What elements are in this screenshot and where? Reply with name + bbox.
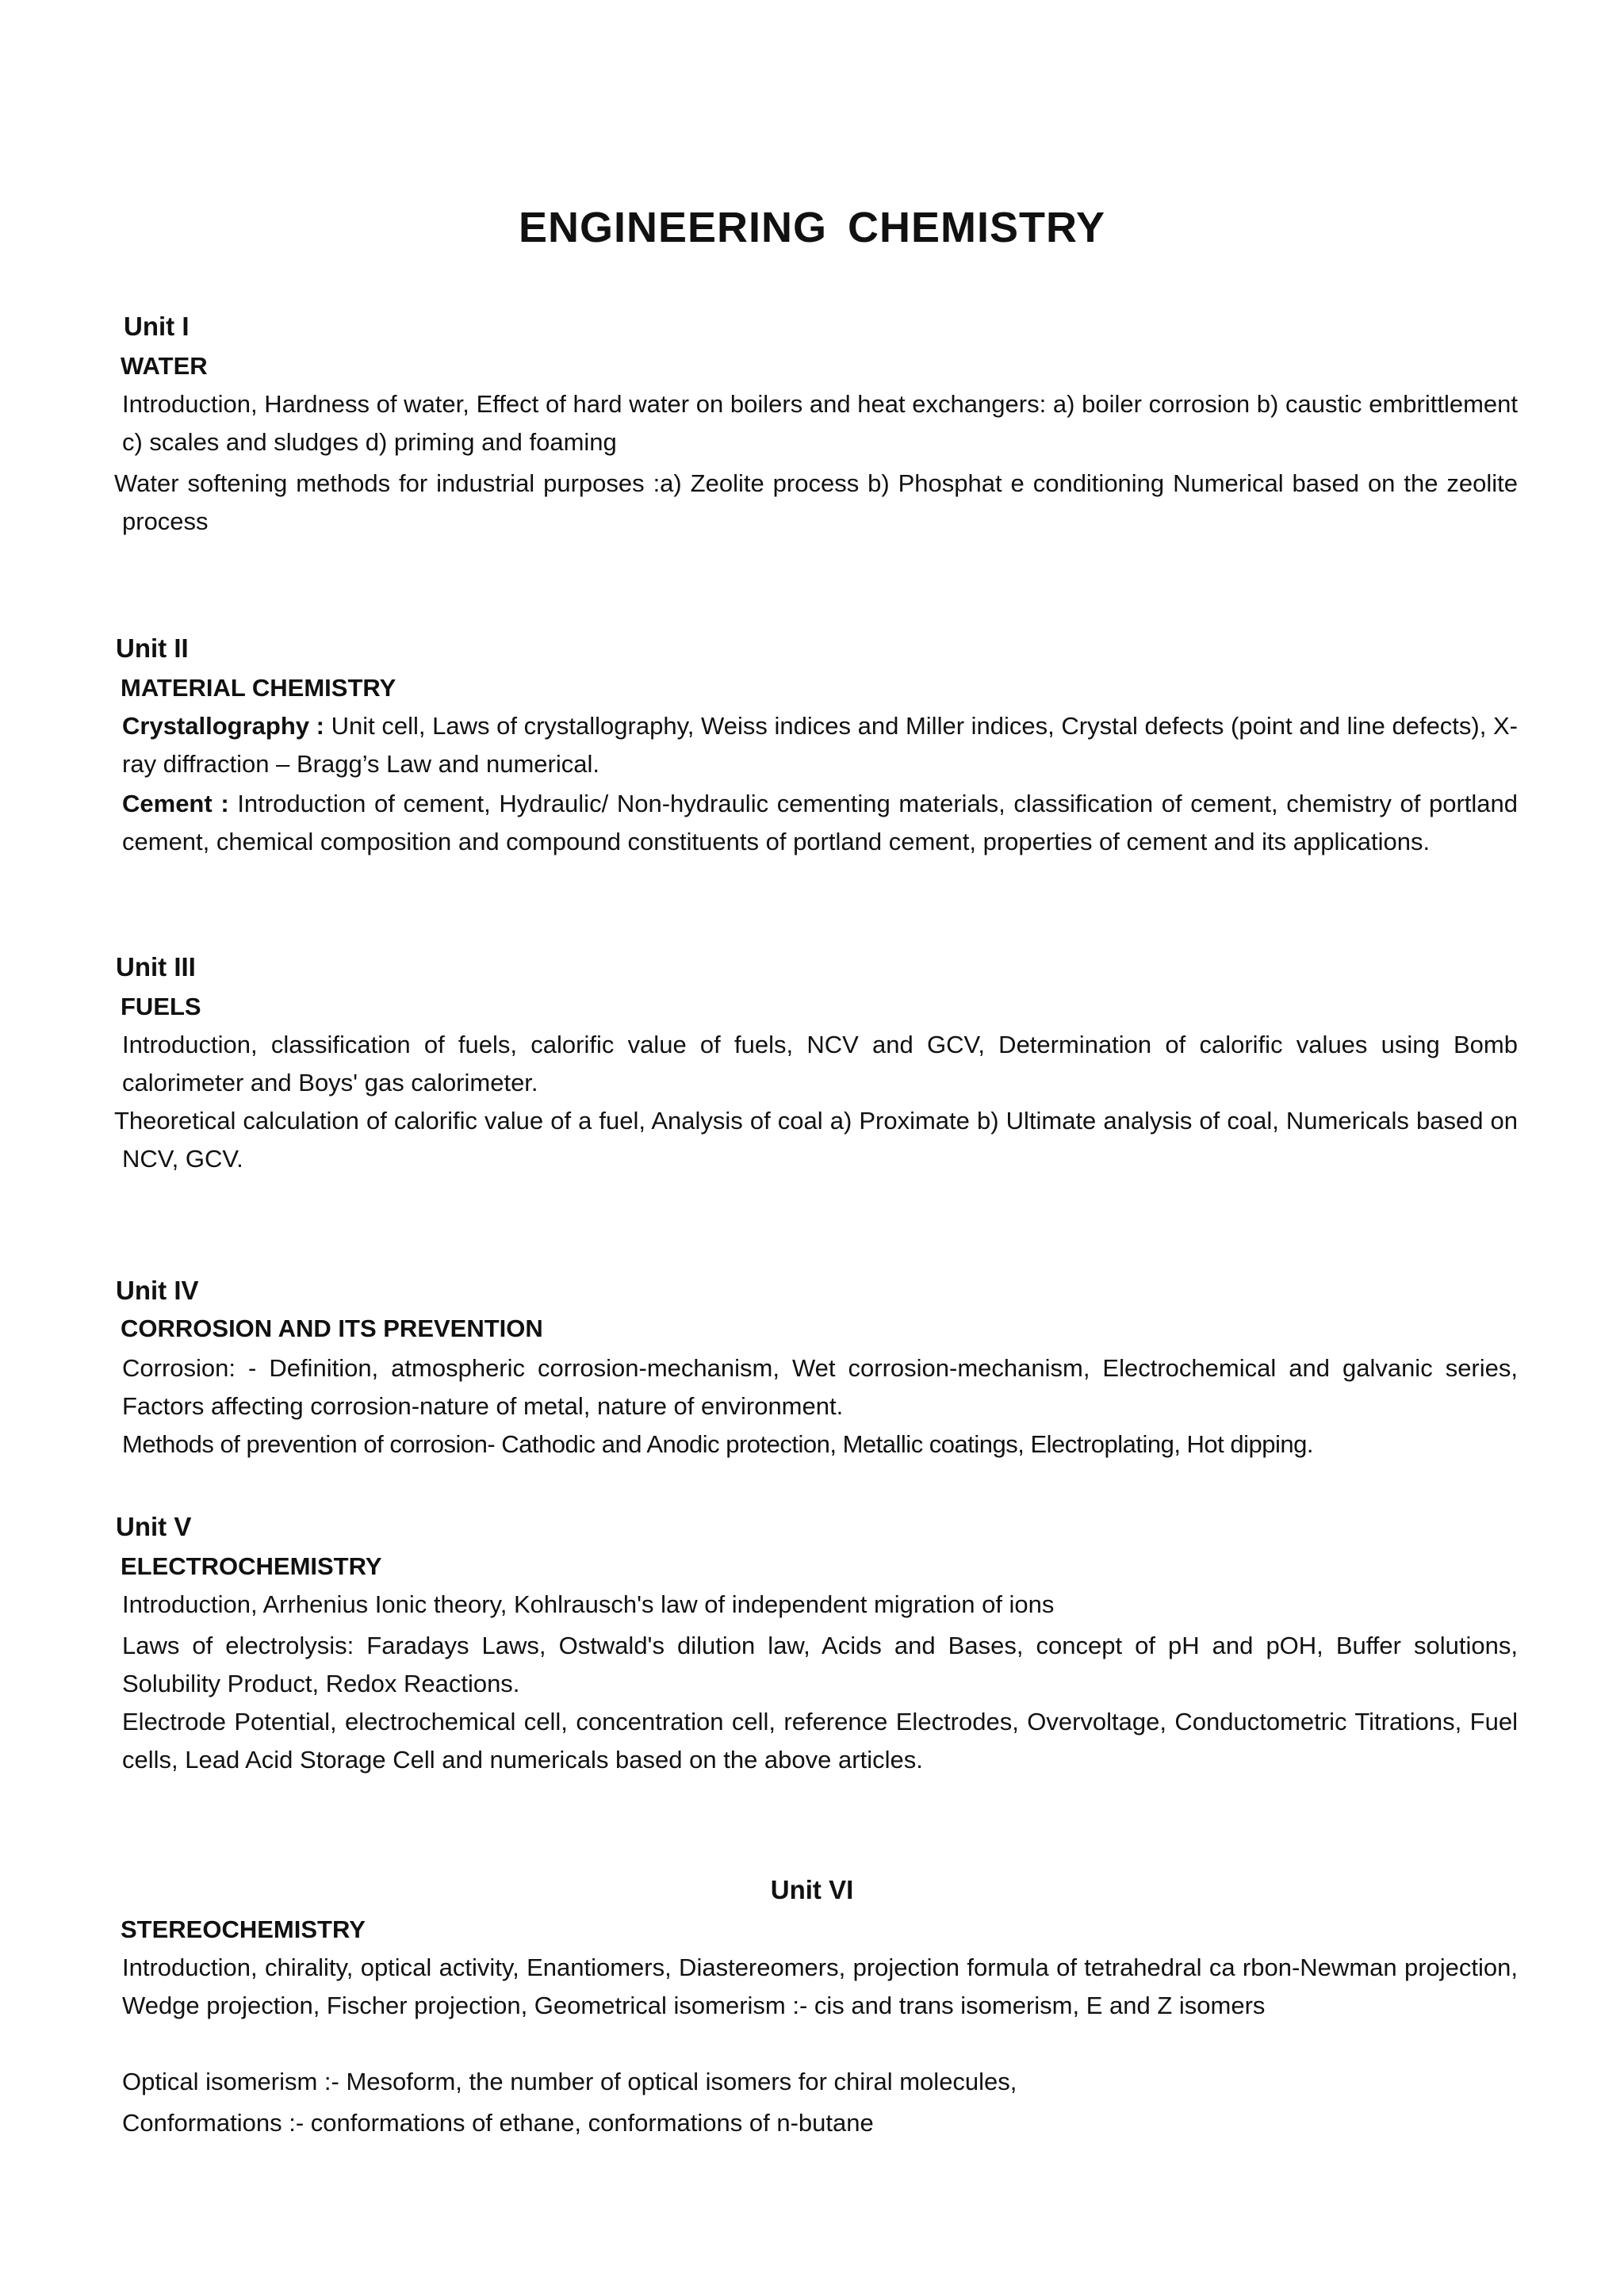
unit-heading: WATER (121, 352, 208, 380)
unit-paragraph (122, 707, 1518, 783)
unit-heading: MATERIAL CHEMISTRY (121, 674, 396, 702)
unit-paragraph: Introduction, Hardness of water, Effect of hard water on boilers and heat exchangers: a) boiler corrosion b) caustic embrittlement c) scales and sludges d) priming and foaming (122, 390, 1518, 456)
unit-label: Unit V (116, 1512, 192, 1541)
paragraph-text: Introduction of cement, Hydraulic/ Non-hydraulic cementing materials, classification of cement, chemistry of portland cement, chemical composition and compound constituents of portland cement, properties of cement and its applications. (122, 790, 1518, 855)
unit-paragraph: Introduction, classification of fuels, calorific value of fuels, NCV and GCV, Determination of calorific values using Bomb calorimeter and Boys' gas calorimeter. (122, 1031, 1518, 1096)
unit-paragraph: Water softening methods for industrial purposes :a) Zeolite process b) Phosphat e conditioning Numerical based on the zeolite process (114, 469, 1518, 535)
unit-paragraph: Methods of prevention of corrosion- Cathodic and Anodic protection, Metallic coatings, Electroplating, Hot dipping. (122, 1430, 1313, 1458)
unit-paragraph: Corrosion: - Definition, atmospheric corrosion-mechanism, Wet corrosion-mechanism, Electrochemical and galvanic series, Factors affecting corrosion-nature of metal, nature of environment. (122, 1354, 1518, 1420)
unit-label: Unit I (124, 312, 190, 341)
unit-paragraph: Introduction, chirality, optical activity, Enantiomers, Diastereomers, projection formula of tetrahedral ca rbon-Newman projection, Wedge projection, Fischer projection, Geometrical isomerism :- cis and trans isomerism, E and Z isomers (122, 1954, 1518, 2019)
unit-paragraph: Conformations :- conformations of ethane, conformations of n-butane (122, 2109, 874, 2137)
unit-paragraph: Electrode Potential, electrochemical cell, concentration cell, reference Electrodes, Overvoltage, Conductometric Titrations, Fuel cells, Lead Acid Storage Cell and numericals based on the above articles. (122, 1708, 1518, 1774)
unit-paragraph (122, 785, 1518, 861)
paragraph-lead: Crystallography : (122, 712, 324, 740)
unit-heading: FUELS (121, 993, 201, 1020)
unit-label: Unit III (116, 952, 196, 982)
unit-label: Unit II (116, 633, 189, 663)
unit-label: Unit VI (770, 1875, 854, 1904)
unit-paragraph: Introduction, Arrhenius Ionic theory, Kohlrausch's law of independent migration of ions (122, 1590, 1055, 1618)
paragraph-lead: Cement : (122, 790, 229, 817)
unit-label: Unit IV (116, 1276, 199, 1305)
unit-paragraph: Theoretical calculation of calorific value of a fuel, Analysis of coal a) Proximate b) Ultimate analysis of coal, Numericals based on NCV, GCV. (114, 1107, 1518, 1173)
unit-paragraph: Laws of electrolysis: Faradays Laws, Ostwald's dilution law, Acids and Bases, concept of pH and pOH, Buffer solutions, Solubility Product, Redox Reactions. (122, 1632, 1518, 1697)
document-title: ENGINEERING CHEMISTRY (518, 204, 1106, 251)
unit-heading: ELECTROCHEMISTRY (121, 1552, 382, 1580)
unit-heading: CORROSION AND ITS PREVENTION (121, 1314, 543, 1342)
paragraph-text: Unit cell, Laws of crystallography, Weiss indices and Miller indices, Crystal defects (point and line defects), X-ray diffraction – Bragg’s Law and numerical. (122, 712, 1518, 778)
unit-paragraph: Optical isomerism :- Mesoform, the number of optical isomers for chiral molecules, (122, 2068, 1017, 2095)
unit-heading: STEREOCHEMISTRY (121, 1915, 366, 1943)
